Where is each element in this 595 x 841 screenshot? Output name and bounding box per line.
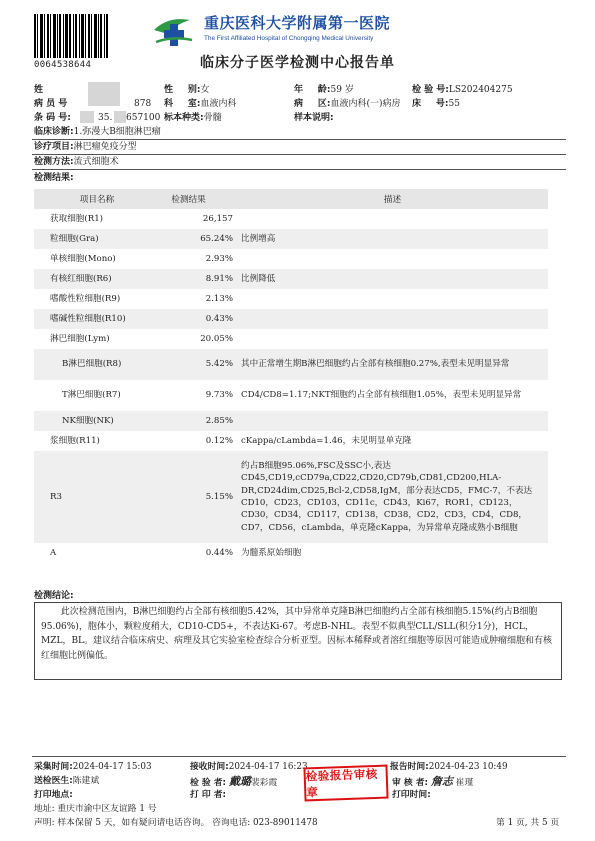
cell-item-name: 浆细胞(R11) (50, 435, 100, 446)
cell-result: 2.13% (205, 293, 233, 304)
table-row (34, 411, 548, 431)
cell-result: 65.24% (144, 229, 237, 249)
printer-label: 打 印 者: (190, 790, 227, 800)
conclusion-text: 此次检测范围内，B淋巴细胞约占全部有核细胞5.42%，其中异常单克隆B淋巴细胞约占全部有核细胞5.15%(约占B细胞95.06%)，胞体小，颗粒度稍大，CD10-CD5+，不表达Ki-67。考虑B-NHL。表型不似典型CLL/SLL(积分1分)，HCL，MZL，BL。建议结合临床病史、病理及其它实验室检查综合分析亚型。因标本稀释或者溶红细胞等原因可能造成肿瘤细胞和有核红细胞比例偏低。 (34, 602, 562, 680)
review-stamp: 检验报告审核章 (303, 765, 388, 802)
method-label: 检测方法: (34, 157, 74, 167)
test-no-value: LS202404275 (448, 85, 513, 95)
footer-divider (32, 756, 566, 757)
bed-label: 床 (412, 99, 422, 109)
table-row (34, 349, 548, 380)
cell-result: 20.05% (200, 333, 233, 344)
sex-label: 性 (164, 85, 174, 95)
redacted-barcode-2 (114, 111, 126, 123)
cell-description (237, 411, 548, 431)
dept-value: 血液内科 (200, 99, 237, 109)
cell-description: 比例降低 (237, 269, 548, 289)
cell-description: 为髓系原始细胞 (241, 547, 302, 558)
column-header-item: 项目名称 (34, 189, 144, 209)
cell-description: 其中正常增生期B淋巴细胞约占全部有核细胞0.27%,表型未见明显异常 (237, 349, 548, 380)
sex-label-2: 别: (187, 85, 201, 95)
cell-description (237, 329, 548, 349)
sample-type-label: 标本种类: (164, 113, 204, 123)
collect-time-field (34, 759, 152, 772)
printer-field (190, 787, 226, 800)
cell-result: 2.85% (144, 411, 237, 431)
dept-label: 科 (164, 99, 174, 109)
cell-item-name: 嗜酸性粒细胞(R9) (50, 293, 121, 304)
barcode-value-a: 35. (98, 113, 113, 123)
cell-description: cKappa/cLambda=1.46，未见明显单克隆 (241, 435, 412, 446)
item-label: 诊疗项目: (34, 142, 74, 152)
print-location-field (34, 787, 73, 800)
table-row (34, 289, 548, 309)
cell-result: 8.91% (144, 269, 237, 289)
age-label: 年 (294, 85, 304, 95)
table-row (34, 209, 548, 229)
report-time-value: 2024-04-23 10:49 (428, 762, 508, 772)
reviewer-label: 审 核 者: (392, 778, 429, 788)
ward-value: 血液内科(一)病房 (330, 99, 401, 109)
age-field (294, 84, 354, 96)
test-no-label: 检 验 号: (412, 85, 449, 95)
cell-result: 2.93% (205, 253, 233, 264)
sender-value: 陈建斌 (72, 776, 100, 786)
method-value: 流式细胞术 (73, 157, 119, 167)
hospital-logo-icon (150, 10, 196, 48)
diagnosis-field (34, 126, 161, 138)
barcode-value-b: 657100 (126, 113, 161, 123)
cell-item-name: 淋巴细胞(Lym) (50, 333, 110, 344)
item-value: 淋巴瘤免疫分型 (73, 142, 137, 152)
tester-signature: 戴璐 (228, 775, 251, 788)
cell-result: 0.43% (144, 309, 237, 329)
redacted-name (88, 82, 120, 106)
cell-item-name: T淋巴细胞(R7) (62, 390, 121, 401)
print-time-label: 打印时间: (392, 790, 431, 800)
tester-label: 检 验 者: (190, 778, 227, 788)
patient-no-label: 病 员 号 (34, 99, 68, 109)
cell-result: 0.44% (205, 547, 233, 558)
statement-line: 声明: 样本保留 5 天，如有疑问请电话咨询。 咨询电话: 023-89011478 (34, 818, 318, 828)
report-time-label: 报告时间: (390, 762, 429, 772)
sample-note-label: 样本说明: (294, 113, 334, 123)
receive-time-value: 2024-04-17 16:23 (228, 762, 308, 772)
name-label: 姓 (34, 85, 44, 95)
patient-no-value: 878 (134, 99, 152, 109)
bed-value: 55 (448, 99, 460, 109)
table-row (34, 269, 548, 289)
report-title: 临床分子医学检测中心报告单 (200, 55, 395, 71)
cell-item-name: 嗜碱性粒细胞(R10) (34, 309, 144, 329)
collect-time-value: 2024-04-17 15:03 (72, 762, 152, 772)
bed-field (412, 98, 460, 110)
table-row (34, 229, 548, 249)
cell-description (237, 289, 548, 309)
table-row (34, 451, 548, 543)
reviewer-name: 崔瑾 (455, 778, 474, 788)
table-row (34, 329, 548, 349)
cell-description: 约占B细胞95.06%,FSC及SSC小,表达CD45,CD19,cCD79a,CD22,CD20,CD79b,CD81,CD200,HLA-DR,CD24dim,CD25,Bcl-2,CD58,IgM，部分表达CD5，FMC-7，不表达CD10，CD23，CD103，CD11c，CD43，Ki67，ROR1，CD123，CD30，CD34，CD117，CD138，CD38，CD2，CD3，CD4，CD8，CD7，CD56，cLambda，单克隆cKappa，为异常单克隆成熟小B细胞 (237, 451, 548, 543)
cell-item-name: NK细胞(NK) (34, 411, 144, 431)
ward-field (294, 98, 401, 110)
results-label: 检测结果: (34, 173, 74, 183)
print-time-field (392, 787, 431, 800)
ward-label-2: 区: (317, 99, 331, 109)
dept-label-2: 室: (187, 99, 201, 109)
column-header-description: 描述 (237, 189, 548, 209)
sample-type-value: 骨髓 (203, 113, 222, 123)
reviewer-signature: 詹志 (430, 775, 453, 788)
cell-item-name: 粒细胞(Gra) (34, 229, 144, 249)
diagnosis-label: 临床诊断: (34, 127, 74, 137)
sex-value: 女 (200, 85, 210, 95)
address-line: 地址: 重庆市渝中区友谊路 1 号 (34, 804, 157, 814)
cell-result: 5.15% (144, 451, 237, 543)
conclusion-heading (34, 590, 74, 602)
divider (32, 139, 566, 140)
cell-result: 5.42% (144, 349, 237, 380)
cell-item-name: B淋巴细胞(R8) (34, 349, 144, 380)
test-no-field (412, 84, 513, 96)
cell-description (237, 209, 548, 229)
cell-item-name: R3 (34, 451, 144, 543)
divider (32, 154, 566, 155)
sex-field (164, 84, 210, 96)
report-time-field (390, 759, 508, 772)
table-row (34, 309, 548, 329)
bed-label-2: 号: (435, 99, 449, 109)
cell-item-name: A (50, 547, 57, 558)
diagnosis-value: 1.弥漫大B细胞淋巴瘤 (73, 127, 161, 137)
barcode-label: 条 码 号: (34, 113, 71, 123)
receive-time-label: 接收时间: (190, 762, 229, 772)
cell-result: 9.73% (205, 390, 233, 401)
cell-description (237, 249, 548, 269)
method-field (34, 156, 119, 168)
item-field (34, 141, 137, 153)
redacted-barcode (80, 111, 94, 123)
hospital-name-en: The First Affiliated Hospital of Chongqing Medical University (204, 35, 374, 42)
sample-note-field (294, 112, 334, 124)
patient-no-field (34, 98, 67, 110)
receive-time-field (190, 759, 308, 772)
hospital-name-cn: 重庆医科大学附属第一医院 (204, 14, 391, 32)
tester-name: 裴彩霞 (250, 778, 278, 788)
print-location-label: 打印地点: (34, 790, 73, 800)
cell-item-name: 有核红细胞(R6) (34, 269, 144, 289)
cell-result: 26,157 (202, 213, 233, 224)
column-header-result: 检测结果 (144, 189, 237, 209)
name-field (34, 84, 43, 96)
cell-item-name: 获取细胞(R1) (50, 213, 104, 224)
cell-item-name: 单核细胞(Mono) (50, 253, 116, 264)
cell-description: CD4/CD8=1.17;NKT细胞约占全部有核细胞1.05%，表型未见明显异常 (241, 390, 522, 401)
table-row (34, 249, 548, 269)
results-heading (34, 172, 74, 184)
table-row (34, 380, 548, 411)
table-header-row (34, 189, 548, 209)
sender-label: 送检医生: (34, 776, 73, 786)
age-value: 59 岁 (330, 85, 354, 95)
page-indicator: 第 1 页, 共 5 页 (496, 818, 560, 828)
conclusion-label: 检测结论: (34, 591, 74, 601)
collect-time-label: 采集时间: (34, 762, 73, 772)
ward-label: 病 (294, 99, 304, 109)
age-label-2: 龄: (317, 85, 331, 95)
cell-description (237, 309, 548, 329)
dept-field (164, 98, 237, 110)
barcode-number: 0064538644 (34, 60, 92, 70)
cell-result: 0.12% (205, 435, 233, 446)
barcode-field (34, 112, 71, 124)
table-row (34, 431, 548, 451)
table-row (34, 543, 548, 563)
cell-description: 比例增高 (237, 229, 548, 249)
divider (32, 169, 566, 170)
results-table (34, 189, 548, 563)
sample-type-field (164, 112, 222, 124)
sender-field (34, 773, 99, 786)
